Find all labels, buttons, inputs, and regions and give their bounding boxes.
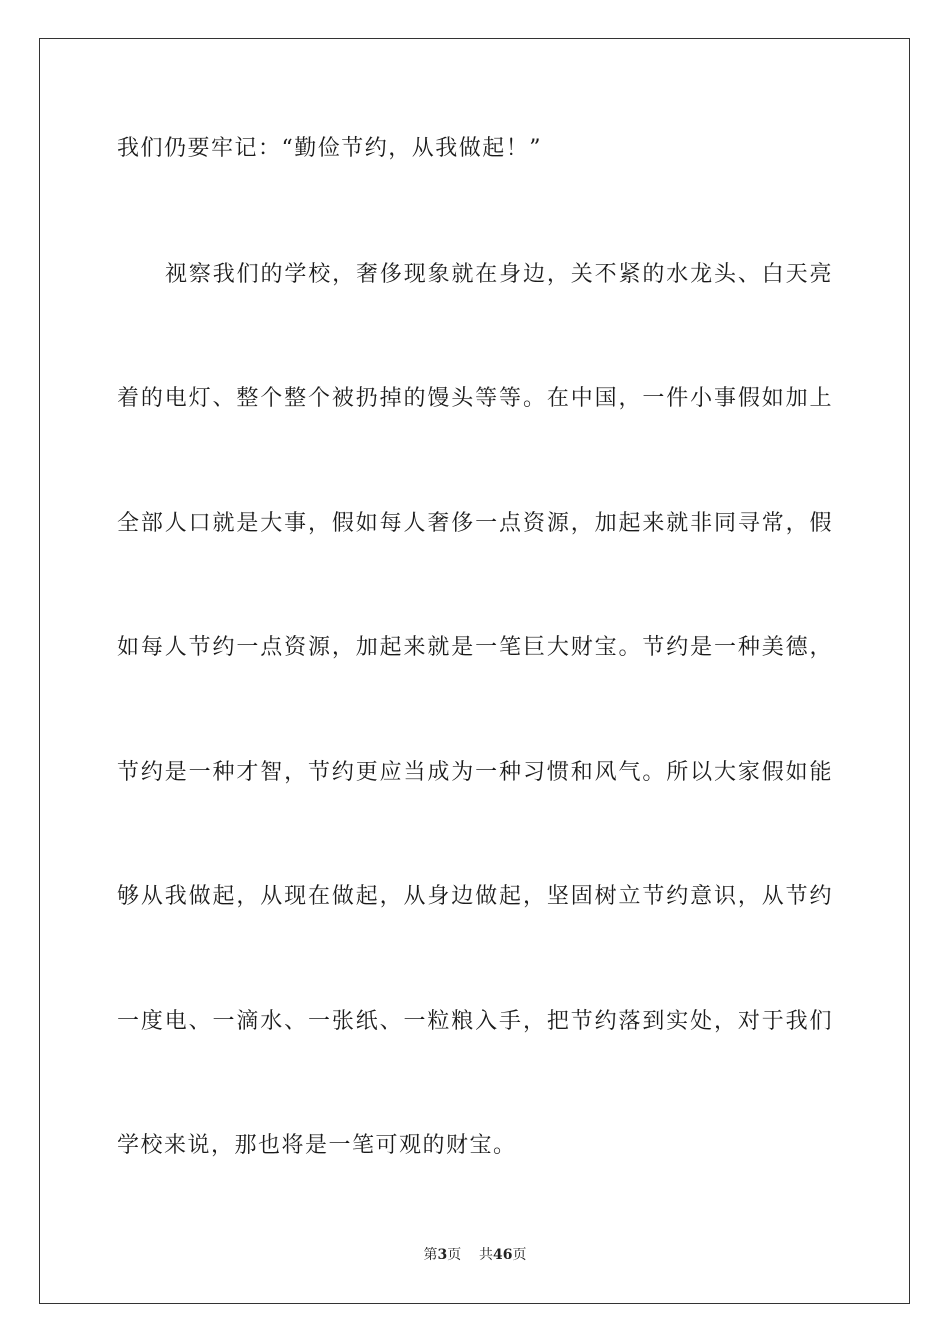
page-frame (39, 38, 910, 1304)
page-footer (0, 1246, 950, 1264)
text-line-5: 如每人节约一点资源，加起来就是一笔巨大财宝。节约是一种美德， (117, 635, 833, 660)
text-line-4: 全部人口就是大事，假如每人奢侈一点资源，加起来就非同寻常，假 (117, 511, 833, 536)
text-line-8: 一度电、一滴水、一张纸、一粒粮入手，把节约落到实处，对于我们 (117, 1009, 833, 1034)
text-line-3: 着的电灯、整个整个被扔掉的馒头等等。在中国，一件小事假如加上 (117, 386, 833, 411)
text-line-7: 够从我做起，从现在做起，从身边做起，坚固树立节约意识，从节约 (117, 884, 833, 909)
text-line-9: 学校来说，那也将是一笔可观的财宝。 (117, 1133, 517, 1158)
text-line-2: 视察我们的学校，奢侈现象就在身边，关不紧的水龙头、白天亮 (165, 262, 833, 287)
footer-total-prefix: 共 (479, 1247, 494, 1263)
footer-page-number: 3 (437, 1247, 448, 1263)
text-line-6: 节约是一种才智，节约更应当成为一种习惯和风气。所以大家假如能 (117, 760, 833, 785)
footer-total-suffix: 页 (512, 1247, 527, 1263)
footer-page-prefix: 第 (423, 1247, 438, 1263)
text-line-1: 我们仍要牢记：“勤俭节约，从我做起！” (117, 136, 542, 161)
footer-page-suffix: 页 (447, 1247, 462, 1263)
footer-total-pages: 46 (493, 1247, 513, 1263)
